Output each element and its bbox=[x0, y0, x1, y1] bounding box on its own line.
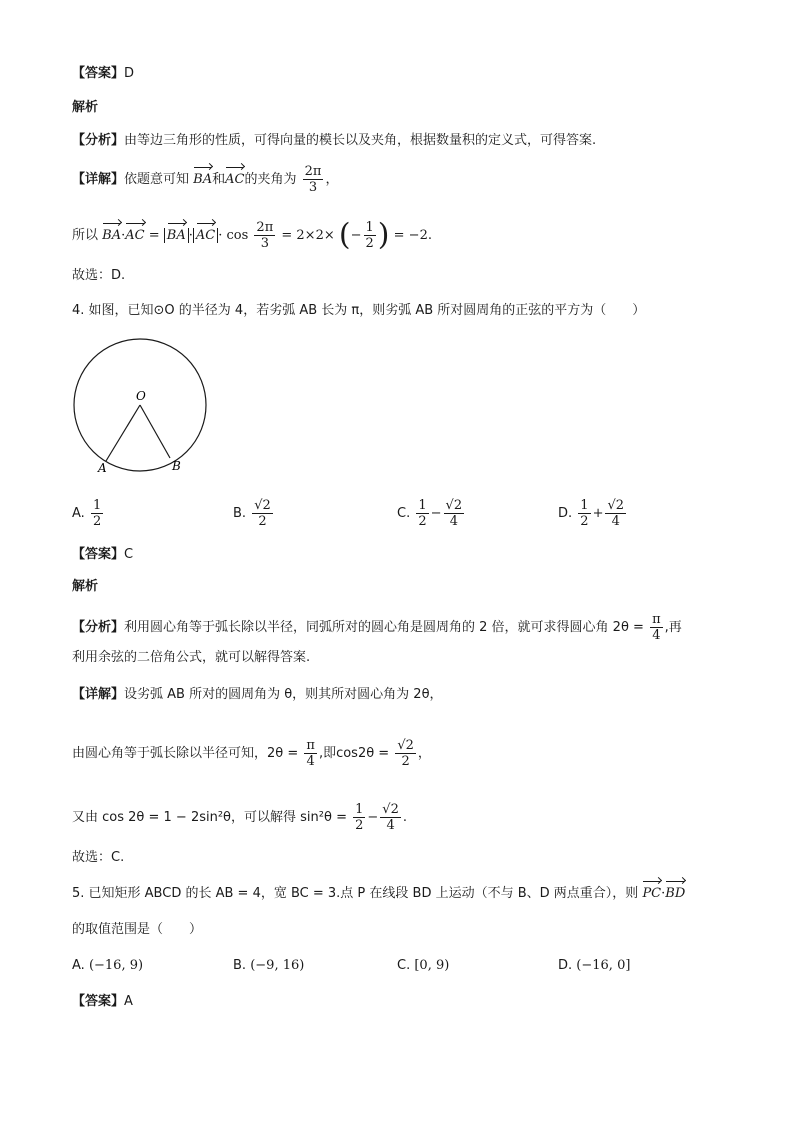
fenxi-text1: 利用圆心角等于弧长除以半径，同弧所对的圆心角是圆周角的 2 倍，就可求得圆心角 2θ = bbox=[124, 620, 644, 635]
line2-den2: 2 bbox=[401, 754, 410, 769]
q5-option-B bbox=[233, 956, 304, 976]
opt-C-frac2 bbox=[444, 498, 465, 529]
opt-label: B. bbox=[233, 958, 247, 973]
opt-label: C. bbox=[397, 958, 411, 973]
q4-option-C bbox=[397, 498, 466, 529]
radicand: 2 bbox=[390, 802, 399, 817]
opt-D-label: D. bbox=[558, 506, 573, 521]
q5-option-C bbox=[397, 956, 449, 976]
radicand: 2 bbox=[405, 738, 414, 753]
sqrt-sign: √ bbox=[445, 498, 454, 513]
opt-B-den: 2 bbox=[258, 514, 267, 529]
xiangjie-tag: 【详解】 bbox=[72, 687, 125, 702]
opt-C-num2 bbox=[444, 498, 465, 514]
answer-value: D bbox=[124, 66, 135, 81]
opt-B-frac bbox=[252, 498, 273, 529]
q3-answer-line bbox=[72, 64, 134, 84]
line3-den1: 2 bbox=[355, 818, 364, 833]
q5-option-A bbox=[72, 956, 143, 976]
opt-A-num: 1 bbox=[92, 498, 102, 513]
radicand: 2 bbox=[453, 498, 463, 513]
line3-pre: 又由 cos 2θ = 1 − 2sin²θ，可以解得 sin²θ = bbox=[72, 810, 347, 825]
dot: · bbox=[661, 886, 666, 901]
half-den: 2 bbox=[365, 236, 374, 251]
vector-BA-2: BA bbox=[102, 226, 121, 246]
opt-D-frac2 bbox=[605, 498, 626, 529]
q4-fenxi-line1 bbox=[72, 612, 682, 643]
vector-AC-3: AC bbox=[196, 226, 215, 246]
opt-C-label: C. bbox=[397, 506, 411, 521]
comma: ， bbox=[325, 172, 339, 187]
opt-B-label: B. bbox=[233, 506, 247, 521]
abs-AC bbox=[193, 228, 218, 243]
cos-num: 2π bbox=[256, 220, 274, 235]
answer-value: C bbox=[124, 547, 134, 562]
q4-circle-figure bbox=[66, 336, 216, 476]
q3-calc-line: 所以 BA·AC = BA · AC · cos $\frac{2\pi}{3}$ = 2×2× (− $\frac{1}{2}$ ) = −2. bbox=[72, 217, 432, 253]
vector-AC: AC bbox=[225, 170, 244, 190]
line3-num2 bbox=[380, 802, 401, 818]
sqrt-sign: √ bbox=[397, 738, 406, 753]
angle-text: 的夹角为 bbox=[244, 172, 297, 187]
line2-num: π bbox=[306, 738, 315, 753]
cos-den: 3 bbox=[260, 236, 269, 251]
line2-fraction2 bbox=[395, 738, 416, 769]
line3-num1: 1 bbox=[355, 802, 364, 817]
analysis-tag: 解析 bbox=[72, 100, 99, 115]
vector-AC-2: AC bbox=[125, 226, 144, 246]
opt-value: (−16, 0] bbox=[576, 958, 631, 973]
q5-stem-line1 bbox=[72, 884, 685, 904]
radius-OA bbox=[106, 405, 140, 461]
q3-fenxi-line bbox=[72, 131, 596, 151]
opt-C-minus: − bbox=[430, 506, 442, 521]
opt-A-den: 2 bbox=[92, 514, 102, 529]
q4-guxuan: 故选：C. bbox=[72, 850, 125, 865]
sqrt-sign: √ bbox=[254, 498, 263, 513]
calc-mid: = 2×2× bbox=[281, 228, 335, 243]
half-num: 1 bbox=[365, 220, 374, 235]
vector-BA: BA bbox=[193, 170, 212, 190]
opt-value: [0, 9) bbox=[414, 958, 450, 973]
line3-end: . bbox=[402, 810, 408, 825]
q4-stem: 4. 如图，已知⊙O 的半径为 4，若劣弧 AB 长为 π，则劣弧 AB 所对圆周角的正弦的平方为（ ） bbox=[72, 303, 646, 318]
q4-option-A bbox=[72, 498, 105, 529]
fenxi-tag: 【分析】 bbox=[72, 133, 125, 148]
q4-option-D bbox=[558, 498, 628, 529]
line3-den2: 4 bbox=[386, 818, 395, 833]
opt-D-num1: 1 bbox=[580, 498, 589, 513]
opt-A-label: A. bbox=[72, 506, 85, 521]
radicand: 2 bbox=[615, 498, 625, 513]
opt-D-den1: 2 bbox=[580, 514, 589, 529]
suoyi-text: 所以 bbox=[72, 228, 99, 243]
opt-B-num bbox=[252, 498, 273, 514]
line2-end: ， bbox=[417, 746, 431, 761]
xiangjie-text: 依题意可知 bbox=[124, 172, 190, 187]
q5-stem-line2: 的取值范围是（ ） bbox=[72, 922, 203, 937]
angle-num: 2π bbox=[304, 164, 322, 179]
opt-label: A. bbox=[72, 958, 85, 973]
radius-OB bbox=[140, 405, 170, 458]
opt-A-frac bbox=[91, 498, 103, 529]
cos-fraction bbox=[254, 220, 275, 251]
opt-D-plus: + bbox=[592, 506, 604, 521]
q4-analysis-heading: 解析 bbox=[72, 579, 99, 594]
radicand: 2 bbox=[262, 498, 271, 513]
calc-end: = −2. bbox=[393, 228, 432, 243]
fenxi-text: 由等边三角形的性质，可得向量的模长以及夹角，根据数量积的定义式，可得答案. bbox=[124, 133, 597, 148]
vector-PC: PC bbox=[642, 884, 661, 904]
label-B: B bbox=[172, 459, 181, 473]
opt-D-num2 bbox=[605, 498, 626, 514]
q5-stem1: 5. 已知矩形 ABCD 的长 AB = 4，宽 BC = 3.点 P 在线段 BD 上运动（不与 B、D 两点重合），则 bbox=[72, 886, 639, 901]
line3-frac1 bbox=[353, 802, 365, 833]
line2-mid: ,即cos2θ = bbox=[318, 746, 390, 761]
sqrt-sign: √ bbox=[382, 802, 391, 817]
line3-minus: − bbox=[367, 810, 379, 825]
opt-value: (−9, 16) bbox=[250, 958, 305, 973]
q4-xiangjie-line bbox=[72, 685, 443, 705]
abs-BA bbox=[164, 228, 189, 243]
line2-pre: 由圆心角等于弧长除以半径可知，2θ = bbox=[72, 746, 299, 761]
label-O: O bbox=[136, 389, 146, 403]
half-fraction bbox=[364, 220, 376, 251]
q3-guxuan: 故选：D. bbox=[72, 268, 126, 283]
he-text: 和 bbox=[212, 172, 226, 187]
opt-label: D. bbox=[558, 958, 573, 973]
q5-option-D bbox=[558, 956, 630, 976]
q4-fenxi-line2: 利用余弦的二倍角公式，就可以解得答案. bbox=[72, 650, 311, 665]
line2-den: 4 bbox=[306, 754, 315, 769]
opt-D-den2: 4 bbox=[611, 514, 620, 529]
opt-C-num1: 1 bbox=[418, 498, 427, 513]
q4-option-B bbox=[233, 498, 275, 529]
q3-xiangjie-line bbox=[72, 164, 338, 195]
q4-xiangjie-line3 bbox=[72, 802, 407, 833]
fenxi-tag: 【分析】 bbox=[72, 620, 125, 635]
q5-answer-line bbox=[72, 992, 133, 1012]
opt-C-den1: 2 bbox=[418, 514, 427, 529]
xiangjie-tag: 【详解】 bbox=[72, 172, 125, 187]
q3-analysis-heading bbox=[72, 98, 98, 118]
xiangjie-text: 设劣弧 AB 所对的圆周角为 θ，则其所对圆心角为 2θ， bbox=[124, 687, 443, 702]
q4-answer-line bbox=[72, 545, 133, 565]
opt-C-frac1 bbox=[416, 498, 428, 529]
opt-D-frac1 bbox=[578, 498, 590, 529]
q4-xiangjie-line2 bbox=[72, 738, 431, 769]
line2-fraction bbox=[304, 738, 317, 769]
answer-tag: 【答案】 bbox=[72, 994, 125, 1009]
cos-text: cos bbox=[226, 228, 249, 243]
line3-frac2 bbox=[380, 802, 401, 833]
opt-C-den2: 4 bbox=[449, 514, 458, 529]
label-A: A bbox=[98, 461, 107, 475]
sqrt-sign: √ bbox=[607, 498, 616, 513]
fenxi-text1b: ,再 bbox=[664, 620, 682, 635]
fenxi-fraction bbox=[650, 612, 663, 643]
vector-BA-3: BA bbox=[167, 226, 186, 246]
angle-fraction bbox=[303, 164, 324, 195]
line2-num2 bbox=[395, 738, 416, 754]
angle-den: 3 bbox=[308, 180, 318, 195]
vector-BD: BD bbox=[665, 884, 685, 904]
answer-value: A bbox=[124, 994, 133, 1009]
fenxi-den: 4 bbox=[652, 628, 661, 643]
fenxi-num: π bbox=[652, 612, 661, 627]
answer-tag: 【答案】 bbox=[72, 66, 125, 81]
opt-value: (−16, 9) bbox=[88, 958, 144, 973]
answer-tag: 【答案】 bbox=[72, 547, 125, 562]
